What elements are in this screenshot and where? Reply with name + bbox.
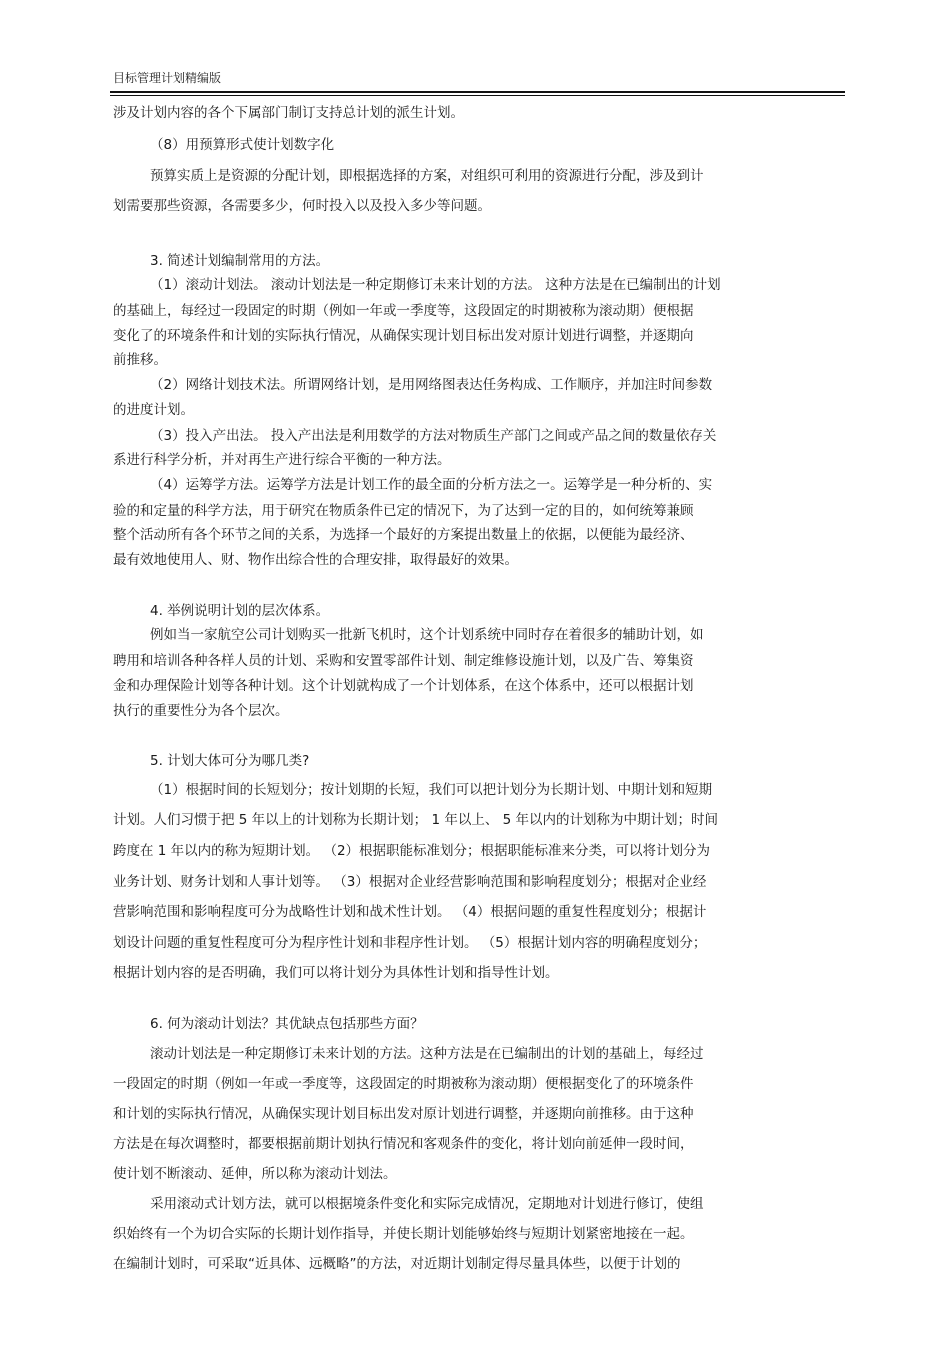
body-line: 执行的重要性分为各个层次。 [113,703,289,719]
body-line: 划设计问题的重复性程度可分为程序性计划和非程序性计划。 （5）根据计划内容的明确程度划分； [113,935,707,951]
body-line: 计划。人们习惯于把 5 年以上的计划称为长期计划； 1 年以上、 5 年以内的计划称为中期计划；时间 [113,812,719,828]
body-line: （4）运筹学方法。运筹学方法是计划工作的最全面的分析方法之一。运筹学是一种分析的、实 [150,477,713,493]
body-line: 业务计划、财务计划和人事计划等。 （3）根据对企业经营影响范围和影响程度划分；根据对企业经 [113,874,707,890]
body-line: （8）用预算形式使计划数字化 [150,137,335,153]
body-line: 聘用和培训各种各样人员的计划、采购和安置零部件计划、制定维修设施计划，以及广告、筹集资 [113,653,694,669]
body-line: 的进度计划。 [113,402,194,418]
body-line: （1）滚动计划法。 滚动计划法是一种定期修订未来计划的方法。 这种方法是在已编制出的计划 [150,277,721,293]
body-line: 跨度在 1 年以内的称为短期计划。 （2）根据职能标准划分；根据职能标准来分类，可以将计划分为 [113,843,711,859]
body-line: 根据计划内容的是否明确，我们可以将计划分为具体性计划和指导性计划。 [113,965,559,981]
section-heading: 6. 何为滚动计划法？其优缺点包括那些方面？ [150,1016,424,1032]
body-line: 在编制计划时，可采取“近具体、远概略”的方法，对近期计划制定得尽量具体些，以便于计划的 [113,1256,681,1272]
body-line: （3）投入产出法。 投入产出法是利用数学的方法对物质生产部门之间或产品之间的数量依存关 [150,428,717,444]
body-line: 验的和定量的科学方法，用于研究在物质条件已定的情况下，为了达到一定的目的，如何统筹兼顾 [113,503,694,519]
section-heading: 5. 计划大体可分为哪几类? [150,753,310,769]
body-line: 划需要那些资源，各需要多少，何时投入以及投入多少等问题。 [113,198,491,214]
header-rule-thick [110,91,845,93]
page-header-title: 目标管理计划精编版 [113,71,222,85]
section-heading: 3. 简述计划编制常用的方法。 [150,253,330,269]
body-line: 变化了的环境条件和计划的实际执行情况，从确保实现计划目标出发对原计划进行调整，并逐期向 [113,328,694,344]
body-line: 涉及计划内容的各个下属部门制订支持总计划的派生计划。 [113,105,464,121]
body-line: 一段固定的时期（例如一年或一季度等，这段固定的时期被称为滚动期）便根据变化了的环境条件 [113,1076,694,1092]
body-line: （1）根据时间的长短划分；按计划期的长短，我们可以把计划分为长期计划、中期计划和短期 [150,782,713,798]
body-line: 例如当一家航空公司计划购买一批新飞机时，这个计划系统中同时存在着很多的辅助计划，如 [150,627,704,643]
body-line: 营影响范围和影响程度可分为战略性计划和战术性计划。 （4）根据问题的重复性程度划分；根据计 [113,904,707,920]
body-line: 整个活动所有各个环节之间的关系，为选择一个最好的方案提出数量上的依据，以便能为最经济、 [113,527,694,543]
body-line: 滚动计划法是一种定期修订未来计划的方法。这种方法是在已编制出的计划的基础上，每经过 [150,1046,704,1062]
body-line: 使计划不断滚动、延伸，所以称为滚动计划法。 [113,1166,397,1182]
body-line: 系进行科学分析，并对再生产进行综合平衡的一种方法。 [113,452,451,468]
body-line: 最有效地使用人、财、物作出综合性的合理安排，取得最好的效果。 [113,552,518,568]
body-line: 前推移。 [113,352,167,368]
body-line: 金和办理保险计划等各种计划。这个计划就构成了一个计划体系，在这个体系中，还可以根据计划 [113,678,694,694]
body-line: 织始终有一个为切合实际的长期计划作指导，并使长期计划能够始终与短期计划紧密地接在一起。 [113,1226,694,1242]
body-line: 和计划的实际执行情况，从确保实现计划目标出发对原计划进行调整，并逐期向前推移。由于这种 [113,1106,694,1122]
section-heading: 4. 举例说明计划的层次体系。 [150,603,330,619]
body-line: 的基础上，每经过一段固定的时期（例如一年或一季度等，这段固定的时期被称为滚动期）便根据 [113,303,694,319]
body-line: 方法是在每次调整时，都要根据前期计划执行情况和客观条件的变化，将计划向前延伸一段时间， [113,1136,694,1152]
body-line: （2）网络计划技术法。所谓网络计划，是用网络图表达任务构成、工作顺序，并加注时间参数 [150,377,713,393]
body-line: 预算实质上是资源的分配计划，即根据选择的方案，对组织可利用的资源进行分配，涉及到计 [150,168,704,184]
body-line: 采用滚动式计划方法，就可以根据境条件变化和实际完成情况，定期地对计划进行修订，使组 [150,1196,704,1212]
header-rule-thin [110,95,845,96]
